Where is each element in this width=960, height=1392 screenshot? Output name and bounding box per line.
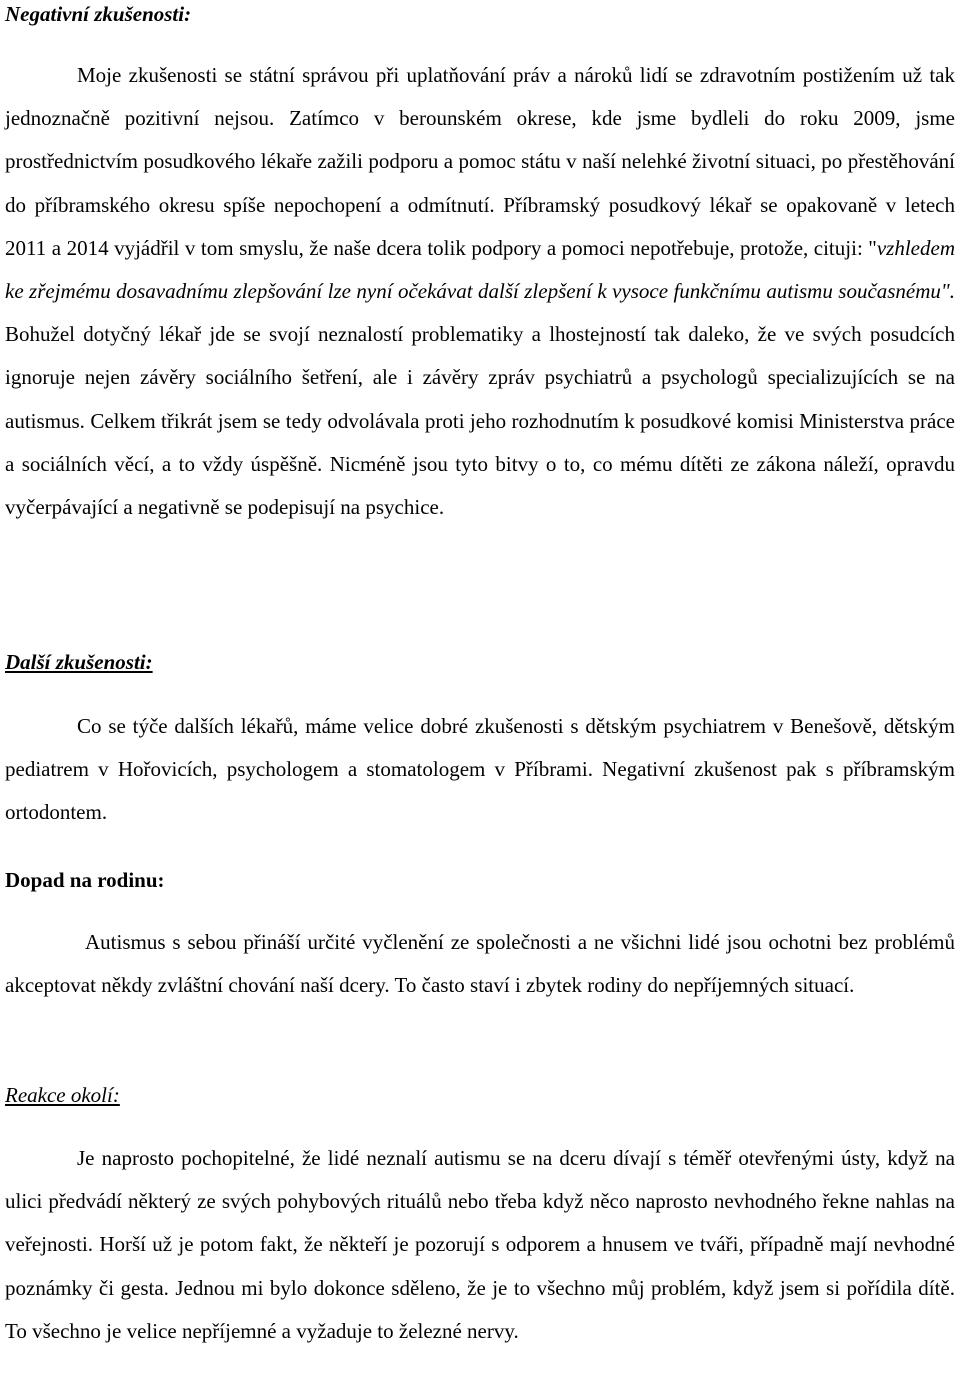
paragraph-text: Moje zkušenosti se státní správou při uplatňování práv a nároků lidí se zdravotním postižením už tak jednoznačně pozitivní nejsou. Zatímco v berounském okrese, kde jsme bydleli do roku 2009, jsme prostřednictvím posudkového lékaře zažili podporu a pomoc státu v naší nelehké životní situaci, po přestěhování do příbramského okresu spíše nepochopení a odmítnutí. Příbramský posudkový lékař se opakovaně v letech 2011 a 2014 vyjádřil v tom smyslu, že naše dcera tolik podpory a pomoci nepotřebuje, protože, cituji: " xyxy=(5,63,955,260)
paragraph-text: Bohužel dotyčný lékař jde se svojí neznalostí problematiky a lhostejností tak daleko, že ve svých posudcích ignoruje nejen závěry sociálního šetření, ale i závěry zpráv psychiatrů a psychologů specializujících se na autismus. Celkem třikrát jsem se tedy odvolávala proti jeho rozhodnutím k posudkové komisi Ministerstva práce a sociálních věcí, a to vždy úspěšně. Nicméně jsou tyto bitvy o to, co mému dítěti ze zákona náleží, opravdu vyčerpávající a negativně se podepisují na psychice. xyxy=(5,322,955,520)
section-heading-negative: Negativní zkušenosti: xyxy=(5,2,192,26)
section-heading-family: Dopad na rodinu: xyxy=(5,868,165,892)
section-heading-other: Další zkušenosti: xyxy=(5,650,153,674)
section-heading-reaction: Reakce okolí: xyxy=(5,1083,120,1107)
section-paragraph-other: Co se týče dalších lékařů, máme velice dobré zkušenosti s dětským psychiatrem v Benešově, dětským pediatrem v Hořovicích, psychologem a stomatologem v Příbrami. Negativní zkušenost pak s příbramským ortodontem. xyxy=(5,714,955,825)
quote-text: vzhledem ke zřejmému dosavadnímu zlepšování lze nyní očekávat další zlepšení k vysoce funkčnímu autismu současnému". xyxy=(5,235,955,304)
section-paragraph-reaction: Je naprosto pochopitelné, že lidé neznalí autismu se na dceru dívají s téměř otevřenými ústy, když na ulici předvádí některý ze svých pohybových rituálů nebo třeba když něco naprosto nevhodného řekne nahlas na veřejnosti. Horší už je potom fakt, že někteří je pozorují s odporem a hnusem ve tváři, případně mají nevhodné poznámky či gesta. Jednou mi bylo dokonce sděleno, že je to všechno můj problém, když jsem si pořídila dítě. To všechno je velice nepříjemné a vyžaduje to železné nervy. xyxy=(5,1146,955,1343)
section-paragraph-family: Autismus s sebou přináší určité vyčlenění ze společnosti a ne všichni lidé jsou ochotni bez problémů akceptovat někdy zvláštní chování naší dcery. To často staví i zbytek rodiny do nepříjemných situací. xyxy=(5,930,955,998)
section-paragraph-negative xyxy=(5,54,955,529)
